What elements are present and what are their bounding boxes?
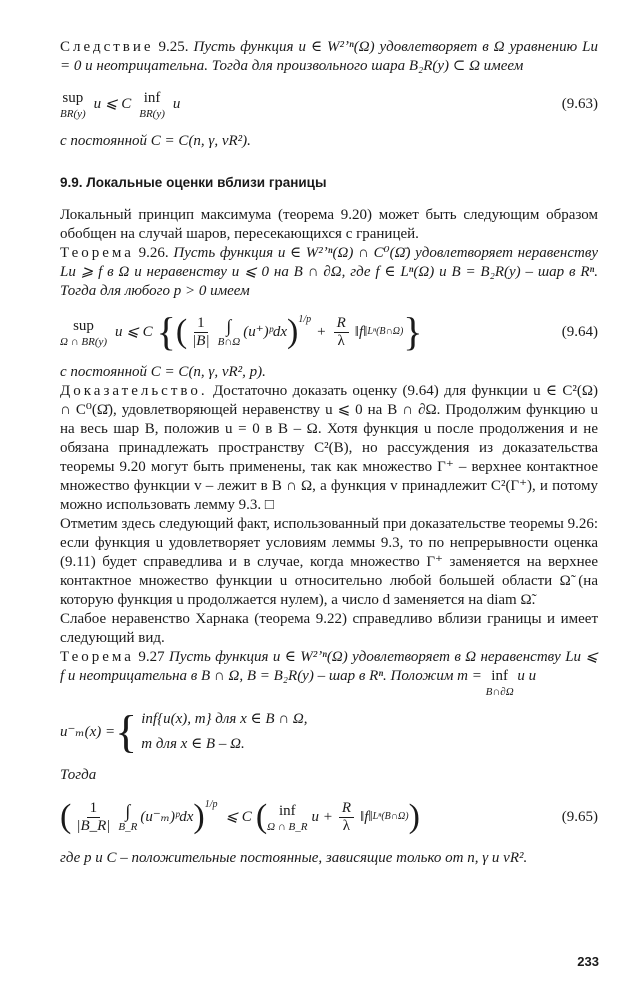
- eq965-frac-1-B: $\frac{1}{|B\_R|}$: [76, 799, 111, 834]
- proof-text: Достаточно доказать оценку (9.64) для функции u ∈ C²(Ω) ∩ C⁰(Ω̄), удовлетворяющей неравенству u ⩽ 0 на B ∩ ∂Ω. Продолжим функцию u на весь шар B, положив u = 0 в B – Ω. Хотя функция u после продолжения и не обязана принадлежать пространству C²(B), но рассуждения из доказательства теоремы 9.20 могут быть применены, так как множество Γ⁺ – верхнее контактное множество функции v – лежит в B ∩ Ω, а функция v принадлежит C²(Γ⁺), и потому можно использовать лемму 9.3. □: [60, 383, 598, 513]
- harnack-intro: Слабое неравенство Харнака (теорема 9.22) справедливо вблизи границы и имеет следующий вид.: [60, 611, 598, 646]
- corollary-9-25: [60, 38, 598, 76]
- eq963-mid: u ⩽ C: [93, 95, 132, 112]
- page-body: [60, 38, 598, 868]
- equation-9-65: ( $\frac{1}{|B\_R|}$ ∫ B_R (u⁻ₘ)ᵖdx ) $^{1/p}$ ⩽ C ( inf Ω ∩ B_R u + $\frac{R}{\lambda}$ ‖f‖ Lⁿ(B∩Ω) ) (9.65): [60, 798, 598, 835]
- eq965-open-paren-2: (: [255, 798, 268, 835]
- eq964-open-paren: (: [175, 313, 188, 350]
- eq964-lhs: u ⩽ C: [115, 323, 153, 340]
- proof: [60, 382, 598, 515]
- eq965-open-paren: (: [60, 798, 72, 835]
- eq964-number: (9.64): [561, 323, 598, 340]
- eq963-after: с постоянной C = C(n, γ, νR²).: [60, 133, 251, 149]
- theorem927-label: Теорема: [60, 649, 134, 665]
- eq965-close-paren: ): [193, 798, 205, 835]
- eq965-integral: ∫ B_R: [118, 800, 138, 833]
- eq964-frac-R-lambda: $\frac{R}{\lambda}$: [334, 315, 349, 350]
- section-title: 9.9. Локальные оценки вблизи границы: [60, 175, 327, 190]
- theorem-9-27: [60, 648, 598, 698]
- equation-9-63: [60, 82, 598, 126]
- equation-9-64: sup Ω ∩ BR(y) u ⩽ C { ( $\frac{1}{|B|}$ ∫ B∩Ω (u⁺)ᵖdx ) $^{1/p}$ + $\frac{R}{\lambda}$ ‖f‖ Lⁿ(B∩Ω) } (9.64): [60, 309, 598, 354]
- intro-paragraph: Локальный принцип максимума (теорема 9.20) может быть следующим образом обобщен на случай шаров, пересекающихся с границей.: [60, 207, 598, 242]
- cases-lhs: u⁻ₘ(x) =: [60, 723, 116, 740]
- theorem927-number: 9.27: [138, 649, 165, 665]
- equation-cases: [60, 704, 598, 760]
- eq963-sup: sup BR(y): [60, 89, 86, 120]
- eq965-frac-R-lambda: $\frac{R}{\lambda}$: [339, 800, 354, 835]
- theorem926-text: Пусть функция u ∈ W²ʼⁿ(Ω) ∩ C⁰(Ω̄) удовлетворяет неравенству Lu ⩾ f в Ω и неравенству u ⩽ 0 на B ∩ ∂Ω, где f ∈ Lⁿ(Ω) и B = B₂R(y) – шар в Rⁿ. Тогда для любого p > 0 имеем: [60, 245, 599, 299]
- eq964-open-brace: {: [156, 309, 176, 354]
- eq964-sup: sup Ω ∩ BR(y): [60, 317, 108, 348]
- remark-paragraph: Отметим здесь следующий факт, использованный при доказательстве теоремы 9.26: если функция u удовлетворяет условиям леммы 9.3, то по непрерывности оценка (9.11) будет справедлива и в случае, когда множество Γ⁺ заменяется на верхнее контактное множество функции u относительно любой большей области Ω̃ (на которую функция u продолжается нулем), а число d заменяется на diam Ω̃.: [60, 516, 598, 608]
- theorem927-inf: inf B∩∂Ω: [485, 668, 514, 698]
- corollary-label: Следствие: [60, 39, 154, 55]
- eq965-number: (9.65): [561, 808, 598, 825]
- proof-label: Доказательство.: [60, 383, 208, 399]
- cases-row-2: m для x ∈ B – Ω.: [141, 736, 245, 752]
- final-paragraph: где p и C – положительные постоянные, зависящие только от n, γ и νR².: [60, 850, 528, 866]
- eq964-plus: +: [317, 323, 326, 340]
- page-number: 233: [577, 954, 599, 969]
- eq965-close-paren-2: ): [408, 798, 420, 835]
- eq964-close-paren: ): [287, 313, 299, 350]
- theorem927-text: Пусть функция u ∈ W²ʼⁿ(Ω) удовлетворяет в Ω неравенству Lu ⩽ f и неотрицательна в B ∩ Ω, B = B₂R(y) – шар в Rⁿ. Положим m =: [60, 649, 599, 684]
- eq965-inf: inf Ω ∩ B_R: [267, 802, 308, 833]
- eq963-tail: u: [172, 95, 181, 112]
- eq964-integrand: (u⁺)ᵖdx: [243, 323, 288, 340]
- eq964-norm: ‖f‖: [354, 323, 368, 340]
- eq965-integrand: (u⁻ₘ)ᵖdx: [140, 808, 194, 825]
- cases-brace-group: { inf{u(x), m} для x ∈ B ∩ Ω, m для x ∈ B – Ω.: [115, 706, 308, 757]
- theorem926-label: Теорема: [60, 245, 134, 261]
- theorem926-number: 9.26.: [138, 245, 169, 261]
- eq964-after: с постоянной C = C(n, γ, νR², p).: [60, 364, 266, 380]
- eq964-integral: ∫ B∩Ω: [217, 315, 241, 348]
- eq964-close-brace: }: [403, 309, 423, 354]
- eq965-norm: ‖f‖: [360, 808, 373, 825]
- theorem927-tail: u и: [517, 668, 537, 684]
- eq964-frac-1-B: $\frac{1}{|B|}$: [192, 314, 210, 349]
- corollary-number: 9.25.: [158, 39, 189, 55]
- corollary-text: Пусть функция u ∈ W²ʼⁿ(Ω) удовлетворяет в Ω уравнению Lu = 0 и неотрицательна. Тогда для произвольного шара B₂R(y) ⊂ Ω имеем: [60, 39, 598, 74]
- eq965-inf-tail: u +: [311, 808, 333, 825]
- eq963-number: (9.63): [561, 95, 598, 112]
- theorem-9-26: [60, 244, 598, 301]
- then-label: Тогда: [60, 767, 97, 783]
- eq963-inf: inf BR(y): [139, 89, 165, 120]
- eq965-mid: ⩽ C: [225, 808, 252, 825]
- cases-row-1: inf{u(x), m} для x ∈ B ∩ Ω,: [141, 711, 308, 727]
